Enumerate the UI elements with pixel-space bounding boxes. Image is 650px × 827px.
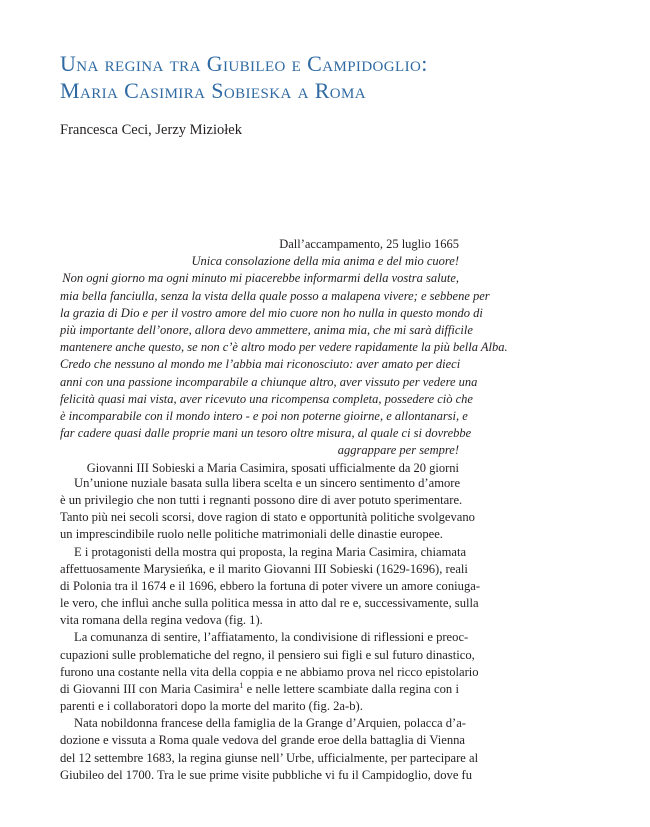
- chapter-title: [60, 50, 500, 104]
- body-line: vita romana della regina vedova (fig. 1).: [60, 613, 263, 628]
- body-line: Giubileo del 1700. Tra le sue prime visite pubbliche vi fu il Campidoglio, dove fu: [60, 767, 473, 782]
- epigraph-line: mia bella fanciulla, senza la vista della quale posso a malapena vivere; e sebbene per: [60, 288, 490, 303]
- body-line: un imprescindibile ruolo nelle politiche matrimoniali delle dinastie europee.: [60, 527, 443, 542]
- body-line: dozione e vissuta a Roma quale vedova del grande eroe della battaglia di Vienna: [60, 733, 466, 748]
- body-line: cupazioni sulle problematiche del regno, il pensiero sui figli e sul futuro dinastico,: [60, 647, 475, 662]
- epigraph: [60, 236, 508, 477]
- epigraph-line: far cadere quasi dalle proprie mani un tesoro oltre misura, al quale ci si dovrebbe: [60, 426, 472, 441]
- title-line-1: Una regina tra Giubileo e Campidoglio:: [60, 51, 428, 76]
- title-line-2: Maria Casimira Sobieska a Roma: [60, 78, 366, 103]
- body-line: del 12 settembre 1683, la regina giunse nell’ Urbe, ufficialmente, per partecipare al: [60, 750, 479, 765]
- epigraph-line: la grazia di Dio e per il vostro amore del mio cuore non ho nulla in questo mondo di: [60, 305, 483, 320]
- epigraph-line: Credo che nessuno al mondo me l’abbia mai riconosciuto: aver amato per dieci: [60, 357, 461, 372]
- body-line: Nata nobildonna francese della famiglia de la Grange d’Arquien, polacca d’a-: [74, 716, 466, 731]
- epigraph-line: Unica consolazione della mia anima e del mio cuore!: [191, 254, 459, 269]
- epigraph-line: più importante dell’onore, allora devo ammettere, anima mia, che mi sarà difficile: [60, 323, 473, 338]
- body-line: affettuosamente Marysieńka, e il marito Giovanni III Sobieski (1629-1696), reali: [60, 561, 468, 576]
- body-line: parenti e i collaboratori dopo la morte del marito (fig. 2a-b).: [60, 699, 363, 714]
- footnote-marker: 1: [239, 680, 244, 690]
- epigraph-line: felicità quasi mai vista, aver ricevuto una ricompensa completa, possedere ciò che: [60, 391, 473, 406]
- epigraph-line: aggrappare per sempre!: [337, 443, 459, 458]
- body-line: Un’unione nuziale basata sulla libera scelta e un sincero sentimento d’amore: [74, 476, 461, 490]
- body-line: furono una costante nella vita della coppia e ne abbiamo prova nel ricco epistolario: [60, 664, 479, 679]
- epigraph-heading: Dall’accampamento, 25 luglio 1665: [279, 237, 459, 251]
- body-line-text: di Giovanni III con Maria Casimira: [60, 681, 240, 696]
- epigraph-letter: [60, 253, 508, 459]
- epigraph-line: mantenere anche questo, se non c’è altro modo per vedere rapidamente la più bella Alba.: [60, 340, 508, 355]
- epigraph-signature: Giovanni III Sobieski a Maria Casimira, sposati ufficialmente da 20 giorni: [86, 460, 459, 475]
- epigraph-line: Non ogni giorno ma ogni minuto mi piacerebbe informarmi della vostra salute,: [62, 271, 459, 286]
- body-line-text: e nelle lettere scambiate dalla regina con i: [243, 681, 459, 696]
- body-line: E i protagonisti della mostra qui proposta, la regina Maria Casimira, chiamata: [74, 544, 467, 559]
- body-line: è un privilegio che non tutti i regnanti possono dire di aver potuto sperimentare.: [60, 493, 463, 508]
- body-text: [60, 475, 481, 784]
- body-line: La comunanza di sentire, l’affiatamento, la condivisione di riflessioni e preoc-: [74, 630, 469, 645]
- epigraph-line: è incomparabile con il mondo intero - e poi non poterne gioirne, e allontanarsi, e: [60, 409, 468, 424]
- body-line: [60, 681, 459, 698]
- body-line: di Polonia tra il 1674 e il 1696, ebbero la fortuna di poter vivere un amore coniuga-: [60, 578, 481, 593]
- authors: Francesca Ceci, Jerzy Miziołek: [60, 122, 242, 138]
- epigraph-line: anni con una passione incomparabile a chiunque altro, aver vissuto per vedere una: [60, 374, 478, 389]
- body-line: Tanto più nei secoli scorsi, dove ragion di stato e opportunità politiche svolgevano: [60, 510, 475, 525]
- body-line: le vero, che influì anche sulla politica messa in atto dal re e, successivamente, sulla: [60, 596, 479, 611]
